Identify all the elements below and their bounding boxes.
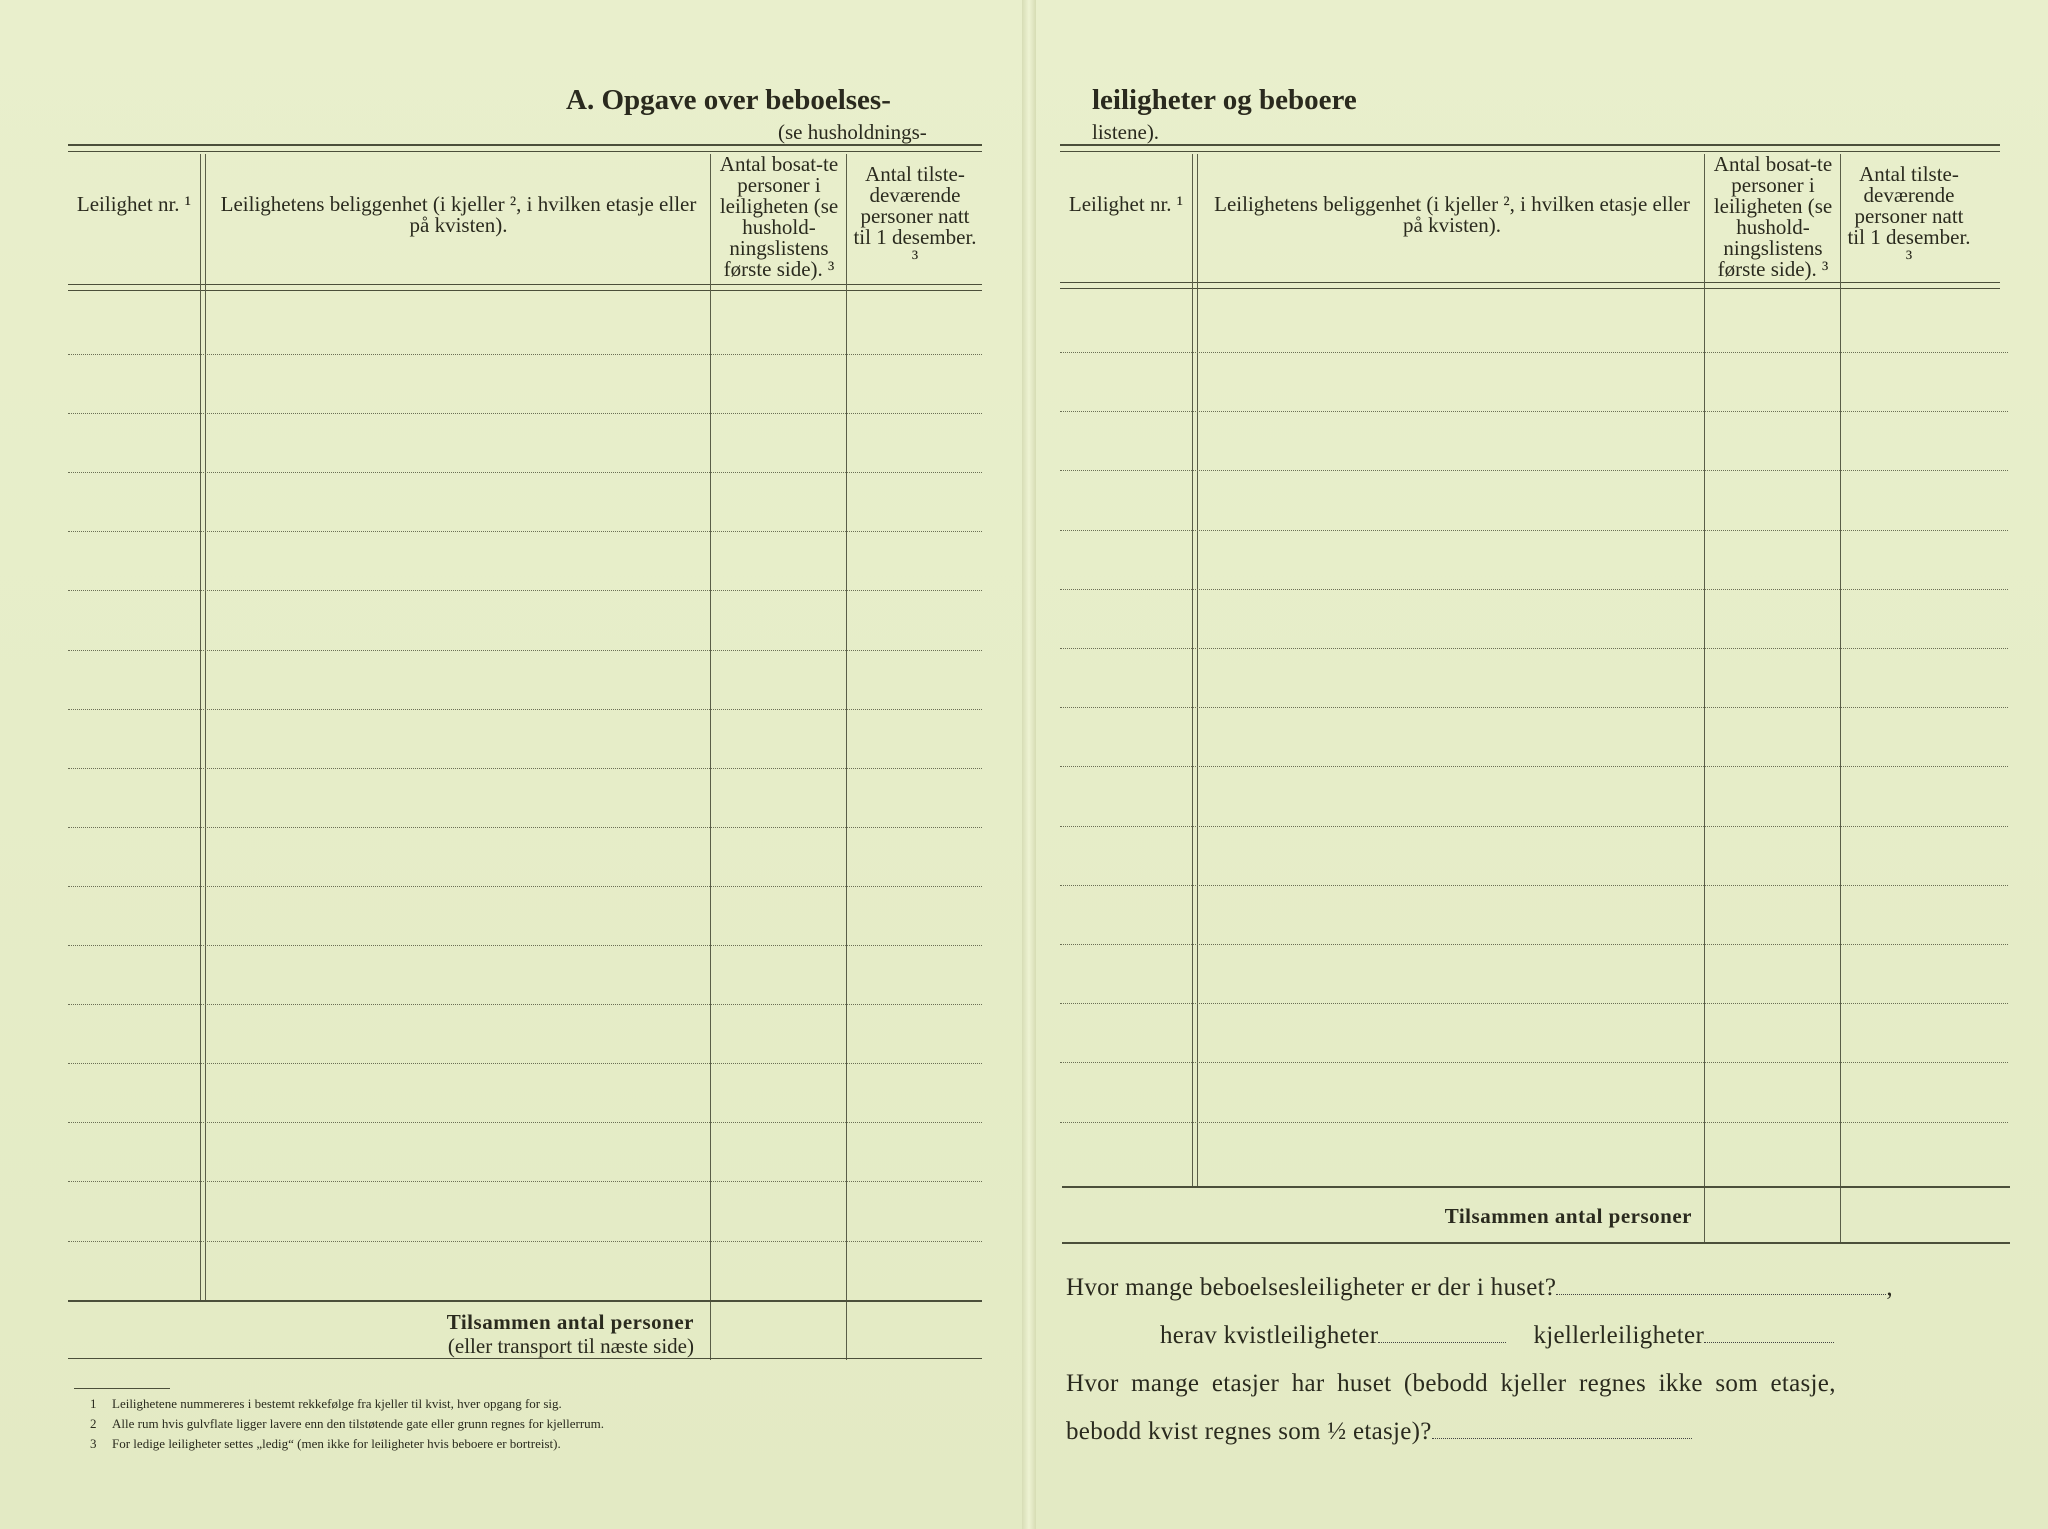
footnote-2: Alle rum hvis gulvflate ligger lavere enn den tilstøtende gate eller grunn regnes for kjellerrum.: [112, 1416, 605, 1431]
table-row-line: [68, 945, 982, 946]
col-divider: [1192, 154, 1193, 1188]
table-row-line: [68, 886, 982, 887]
col-header-tilstedevaerende: Antal tilste-deværende personer natt til 1 desember. ³: [853, 162, 977, 270]
left-total-sub: (eller transport til næste side): [447, 1334, 694, 1358]
table-row-line: [68, 709, 982, 710]
left-page: [6, 6, 1024, 1529]
table-row-line: [68, 827, 982, 828]
table-row-line: [1060, 944, 2008, 945]
table-row-line: [68, 354, 982, 355]
table-row-line: [1060, 470, 2008, 471]
header-top-rule-thin: [68, 151, 982, 152]
question-3-text: bebodd kvist regnes som ½ etasje)?: [1066, 1418, 1432, 1445]
table-row-line: [68, 413, 982, 414]
col-header-beliggenhet: Leilighetens beliggenhet (i kjeller ², i hvilken etasje eller på kvisten).: [1214, 192, 1690, 237]
right-title: leiligheter og beboere: [1092, 84, 1357, 116]
question-2: [1160, 1322, 1834, 1350]
etasjer-answer[interactable]: [1432, 1438, 1692, 1439]
footnote-3: For ledige leiligheter settes „ledig“ (men ikke for leiligheter hvis beboere er bortreist).: [112, 1436, 561, 1451]
table-row-line: [1060, 352, 2008, 353]
right-page: [1032, 6, 2034, 1529]
left-title: A. Opgave over beboelses-: [566, 84, 891, 116]
footnote-3-mark: 3: [90, 1436, 97, 1451]
table-row-line: [68, 650, 982, 651]
col-header-bosatte: Antal bosat-te personer i leiligheten (se hushold-ningslistens første side). ³: [1713, 152, 1833, 281]
left-subtitle: (se husholdnings-: [778, 120, 927, 144]
col-header-leilighet: Leilighet nr. ¹: [76, 192, 192, 216]
col-divider: [710, 154, 711, 1360]
table-row-line: [68, 1122, 982, 1123]
header-top-rule: [1060, 144, 2000, 146]
question-2a-text: herav kvistleiligheter: [1160, 1322, 1379, 1349]
kvist-answer[interactable]: [1378, 1342, 1506, 1343]
col-divider: [846, 154, 847, 1360]
question-3-line2: [1066, 1418, 1692, 1446]
table-row-line: [68, 472, 982, 473]
question-1: [1066, 1274, 1893, 1302]
total-top-rule: [68, 1300, 982, 1302]
right-subtitle: listene).: [1092, 120, 1160, 144]
table-row-line: [1060, 1062, 2008, 1063]
table-row-line: [1060, 766, 2008, 767]
question-2b-text: kjellerleiligheter: [1533, 1322, 1705, 1349]
table-row-line: [1060, 1122, 2008, 1123]
table-row-line: [1060, 1003, 2008, 1004]
footnote-1-mark: 1: [90, 1396, 97, 1411]
footnote-1: Leilighetene nummereres i bestemt rekkefølge fra kjeller til kvist, hver opgang for sig.: [112, 1396, 562, 1411]
table-row-line: [68, 1181, 982, 1182]
table-row-line: [68, 768, 982, 769]
header-bottom-rule: [1060, 282, 2000, 283]
question-3-line1: Hvor mange etasjer har huset (bebodd kjeller regnes ikke som etasje,: [1066, 1370, 1836, 1397]
table-row-line: [1060, 530, 2008, 531]
col-header-bosatte: Antal bosat-te personer i leiligheten (se hushold-ningslistens første side). ³: [719, 152, 839, 281]
col-divider: [1197, 154, 1198, 1188]
header-bottom-rule-thin: [1060, 288, 2000, 289]
question-1-text: Hvor mange beboelsesleiligheter er der i huset?: [1066, 1274, 1557, 1301]
right-total-bosatte-cell[interactable]: [1708, 1192, 1836, 1238]
footnote-rule: [74, 1388, 170, 1389]
table-row-line: [1060, 826, 2008, 827]
col-divider: [1704, 154, 1705, 1244]
table-row-line: [68, 531, 982, 532]
col-header-tilstedevaerende: Antal tilste-deværende personer natt til 1 desember. ³: [1847, 162, 1971, 270]
question-1-comma: ,: [1886, 1274, 1893, 1301]
header-top-rule-thin: [1060, 151, 2000, 152]
right-total-tilstede-cell[interactable]: [1844, 1192, 1972, 1238]
col-divider: [205, 154, 206, 1302]
col-divider: [1840, 154, 1841, 1244]
col-header-beliggenhet: Leilighetens beliggenhet (i kjeller ², i hvilken etasje eller på kvisten).: [220, 192, 697, 237]
total-top-rule: [1062, 1186, 2010, 1188]
col-header-leilighet: Leilighet nr. ¹: [1068, 192, 1184, 216]
table-row-line: [68, 1241, 982, 1242]
table-row-line: [68, 590, 982, 591]
header-top-rule: [68, 144, 982, 146]
table-row-line: [1060, 648, 2008, 649]
total-bottom-rule: [1062, 1242, 2010, 1244]
footnote-2-mark: 2: [90, 1416, 97, 1431]
table-row-line: [1060, 411, 2008, 412]
kjeller-answer[interactable]: [1704, 1342, 1834, 1343]
table-row-line: [1060, 885, 2008, 886]
left-total-tilstede-cell[interactable]: [850, 1310, 978, 1354]
table-row-line: [1060, 707, 2008, 708]
table-row-line: [68, 1004, 982, 1005]
right-total-label: Tilsammen antal personer: [1444, 1204, 1692, 1228]
table-row-line: [1060, 589, 2008, 590]
col-divider: [200, 154, 201, 1302]
table-row-line: [68, 1063, 982, 1064]
left-total-bosatte-cell[interactable]: [714, 1310, 842, 1354]
question-1-answer[interactable]: [1556, 1294, 1886, 1295]
left-total-label: Tilsammen antal personer: [446, 1310, 694, 1334]
